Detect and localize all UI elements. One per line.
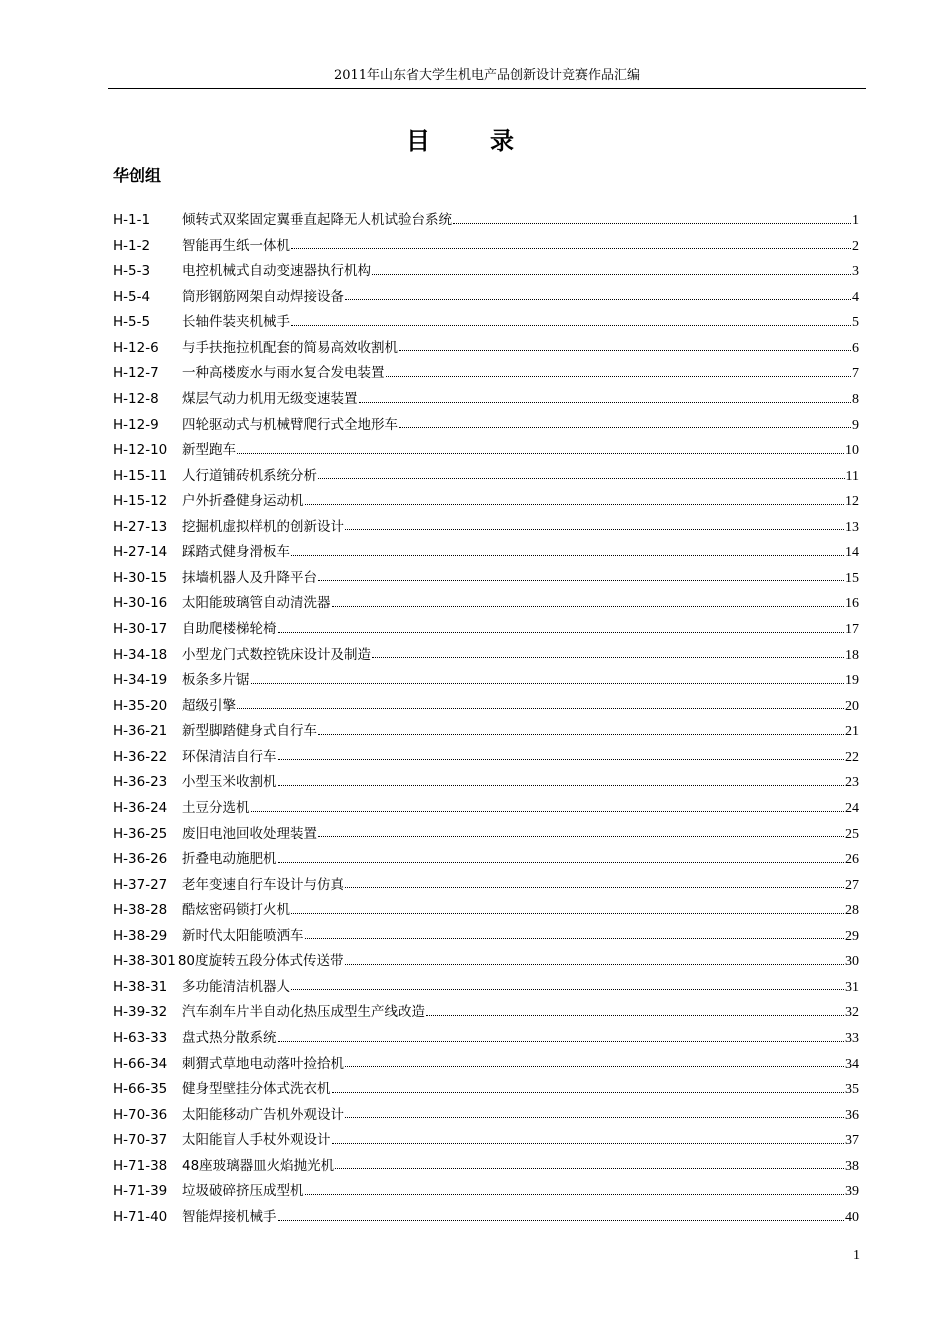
toc-entry-title: 老年变速自行车设计与仿真: [182, 876, 344, 893]
toc-entry-code: H-37-27: [113, 876, 168, 893]
toc-leader-dots: [386, 375, 852, 377]
toc-leader-dots: [335, 1167, 844, 1169]
toc-entry-page: 38: [845, 1158, 859, 1174]
toc-leader-dots: [345, 528, 844, 530]
toc-leader-dots: [278, 1219, 845, 1221]
toc-leader-dots: [345, 1065, 844, 1067]
toc-entry-code: H-5-5: [113, 314, 151, 331]
toc-entry-page: 28: [845, 903, 859, 919]
toc-leader-dots: [291, 988, 844, 990]
toc-entry-page: 30: [845, 954, 859, 970]
toc-leader-dots: [318, 477, 845, 479]
table-of-contents: [113, 208, 859, 1231]
toc-leader-dots: [332, 605, 845, 607]
toc-leader-dots: [332, 1142, 845, 1144]
section-heading: 华创组: [113, 166, 162, 185]
toc-entry-title: 超级引擎: [182, 697, 236, 714]
toc-entry-code: H-12-8: [113, 390, 159, 407]
toc-entry[interactable]: [113, 515, 859, 541]
toc-entry-title: 新时代太阳能喷洒车: [182, 927, 304, 944]
toc-leader-dots: [291, 324, 851, 326]
toc-entry-code: H-12-6: [113, 339, 159, 356]
toc-entry-page: 29: [845, 928, 859, 944]
toc-entry-title: 酷炫密码锁打火机: [182, 902, 290, 919]
toc-entry-title: 太阳能盲人手杖外观设计: [182, 1132, 331, 1149]
toc-entry-page: 33: [845, 1031, 859, 1046]
toc-entry-code: H-35-20: [113, 697, 168, 714]
toc-entry[interactable]: [113, 1128, 859, 1154]
toc-entry[interactable]: [113, 259, 859, 285]
toc-entry-title: 长轴件装夹机械手: [182, 314, 290, 331]
toc-entry[interactable]: [113, 1026, 859, 1052]
toc-entry-code: H-36-25: [113, 825, 168, 842]
toc-entry-code: H-12-10: [113, 442, 168, 459]
toc-entry-page: 16: [845, 596, 859, 612]
toc-entry[interactable]: [113, 310, 859, 336]
toc-entry-page: 5: [852, 315, 859, 331]
toc-leader-dots: [372, 656, 844, 658]
toc-entry-title: 电控机械式自动变速器执行机构: [182, 263, 371, 280]
toc-leader-dots: [453, 222, 851, 224]
toc-leader-dots: [305, 503, 845, 505]
toc-entry[interactable]: [113, 719, 859, 745]
toc-entry-page: 31: [845, 979, 859, 995]
toc-entry-page: 15: [845, 570, 859, 586]
toc-entry-title: 小型玉米收割机: [182, 774, 277, 791]
toc-entry-page: 6: [852, 340, 859, 356]
toc-entry-title: 智能再生纸一体机: [182, 237, 290, 254]
toc-entry-code: H-71-38: [113, 1157, 168, 1174]
toc-entry-code: H-36-21: [113, 723, 168, 740]
page-number: 1: [853, 1248, 860, 1263]
toc-entry-page: 35: [845, 1082, 859, 1098]
toc-entry[interactable]: [113, 694, 859, 720]
toc-entry-code: H-5-4: [113, 288, 151, 305]
toc-entry-page: 25: [845, 826, 859, 842]
toc-entry-title: 垃圾破碎挤压成型机: [182, 1183, 304, 1200]
toc-entry-page: 1: [852, 213, 859, 228]
toc-leader-dots: [278, 1040, 845, 1042]
toc-entry-code: H-30-15: [113, 569, 168, 586]
toc-entry-page: 21: [845, 724, 859, 740]
toc-entry-code: H-38-29: [113, 927, 168, 944]
toc-entry[interactable]: [113, 387, 859, 413]
toc-entry-code: H-71-40: [113, 1208, 168, 1225]
toc-entry-code: H-27-14: [113, 544, 168, 561]
toc-entry-title: 土豆分选机: [182, 799, 250, 816]
toc-entry-title: 与手扶拖拉机配套的简易高效收割机: [182, 339, 398, 356]
toc-leader-dots: [291, 247, 851, 249]
toc-entry-title: 折叠电动施肥机: [182, 851, 277, 868]
toc-entry-code: H-30-16: [113, 595, 168, 612]
toc-entry[interactable]: [113, 949, 859, 975]
toc-entry[interactable]: [113, 873, 859, 899]
toc-entry[interactable]: [113, 438, 859, 464]
toc-entry-title: 踩踏式健身滑板车: [182, 544, 290, 561]
toc-entry-title: 小型龙门式数控铣床设计及制造: [182, 646, 371, 663]
toc-entry[interactable]: [113, 208, 859, 234]
toc-entry[interactable]: [113, 489, 859, 515]
toc-entry[interactable]: [113, 668, 859, 694]
toc-entry[interactable]: [113, 285, 859, 311]
toc-entry-title: 80度旋转五段分体式传送带: [177, 953, 344, 970]
toc-entry-page: 19: [845, 673, 859, 689]
toc-entry-page: 26: [845, 852, 859, 868]
toc-entry-page: 18: [845, 647, 859, 663]
toc-entry-code: H-12-7: [113, 365, 159, 382]
toc-entry-code: H-66-34: [113, 1055, 168, 1072]
toc-entry[interactable]: [113, 745, 859, 771]
toc-entry-title: 抹墙机器人及升降平台: [182, 569, 317, 586]
toc-entry-page: 34: [845, 1056, 859, 1072]
toc-entry[interactable]: [113, 1154, 859, 1180]
toc-entry-title: 挖掘机虚拟样机的创新设计: [182, 518, 344, 535]
toc-entry[interactable]: [113, 336, 859, 362]
toc-entry-title: 汽车刹车片半自动化热压成型生产线改造: [182, 1004, 425, 1021]
toc-entry-title: 一种高楼废水与雨水复合发电装置: [182, 365, 385, 382]
toc-entry-title: 48座玻璃器皿火焰抛光机: [182, 1157, 335, 1174]
toc-entry-code: H-15-12: [113, 493, 168, 510]
toc-entry-title: 煤层气动力机用无级变速装置: [182, 390, 358, 407]
toc-entry-code: H-36-23: [113, 774, 168, 791]
toc-leader-dots: [372, 273, 851, 275]
toc-entry-title: 刺猬式草地电动落叶捡拾机: [182, 1055, 344, 1072]
toc-entry-title: 人行道铺砖机系统分析: [182, 467, 317, 484]
toc-entry-title: 太阳能移动广告机外观设计: [182, 1106, 344, 1123]
toc-entry-code: H-70-36: [113, 1106, 168, 1123]
header-divider: [108, 88, 866, 89]
toc-entry[interactable]: [113, 234, 859, 260]
toc-entry-page: 7: [852, 366, 859, 382]
toc-entry-code: H-27-13: [113, 518, 168, 535]
toc-leader-dots: [318, 733, 844, 735]
toc-entry-page: 14: [845, 545, 859, 561]
toc-entry[interactable]: [113, 847, 859, 873]
toc-entry[interactable]: [113, 617, 859, 643]
toc-entry-page: 36: [845, 1107, 859, 1123]
toc-entry-page: 9: [852, 417, 859, 433]
toc-entry-title: 户外折叠健身运动机: [182, 493, 304, 510]
toc-entry-page: 3: [852, 264, 859, 280]
toc-entry-title: 筒形钢筋网架自动焊接设备: [182, 288, 344, 305]
toc-leader-dots: [251, 682, 845, 684]
toc-entry-code: H-34-19: [113, 672, 168, 689]
toc-entry[interactable]: [113, 591, 859, 617]
toc-entry-page: 40: [845, 1209, 859, 1225]
toc-entry[interactable]: [113, 898, 859, 924]
toc-leader-dots: [305, 937, 845, 939]
toc-entry-page: 23: [845, 775, 859, 791]
toc-leader-dots: [399, 426, 851, 428]
toc-entry-title: 多功能清洁机器人: [182, 978, 290, 995]
toc-entry-page: 37: [845, 1133, 859, 1149]
toc-entry-title: 四轮驱动式与机械臂爬行式全地形车: [182, 416, 398, 433]
toc-entry[interactable]: [113, 413, 859, 439]
toc-leader-dots: [318, 579, 844, 581]
toc-entry[interactable]: [113, 924, 859, 950]
toc-entry-page: 24: [845, 800, 859, 816]
toc-entry-code: H-15-11: [113, 467, 168, 484]
toc-entry-page: 27: [845, 877, 859, 893]
toc-entry[interactable]: [113, 1052, 859, 1078]
toc-leader-dots: [332, 1091, 845, 1093]
toc-entry-code: H-63-33: [113, 1030, 168, 1046]
toc-entry-code: H-71-39: [113, 1183, 168, 1200]
toc-entry-title: 盘式热分散系统: [182, 1030, 277, 1046]
toc-entry-code: H-34-18: [113, 646, 168, 663]
toc-leader-dots: [345, 298, 851, 300]
toc-entry-code: H-36-24: [113, 799, 168, 816]
toc-entry-title: 倾转式双桨固定翼垂直起降无人机试验台系统: [182, 212, 452, 228]
toc-entry-code: H-38-31: [113, 978, 168, 995]
toc-entry[interactable]: [113, 566, 859, 592]
toc-entry[interactable]: [113, 796, 859, 822]
toc-entry-page: 4: [852, 289, 859, 305]
toc-entry-title: 板条多片锯: [182, 672, 250, 689]
toc-entry-page: 39: [845, 1184, 859, 1200]
toc-leader-dots: [345, 886, 844, 888]
toc-entry[interactable]: [113, 1103, 859, 1129]
toc-entry-code: H-36-26: [113, 851, 168, 868]
toc-leader-dots: [237, 707, 844, 709]
toc-entry-code: H-66-35: [113, 1081, 168, 1098]
toc-entry[interactable]: [113, 1000, 859, 1026]
toc-entry-page: 17: [845, 622, 859, 637]
page-title: 目录: [406, 127, 574, 155]
toc-entry-page: 22: [845, 749, 859, 765]
toc-entry-code: H-38-28: [113, 902, 168, 919]
toc-entry-title: 健身型壁挂分体式洗衣机: [182, 1081, 331, 1098]
toc-leader-dots: [345, 1116, 844, 1118]
toc-leader-dots: [278, 758, 845, 760]
toc-leader-dots: [278, 861, 845, 863]
toc-entry[interactable]: [113, 822, 859, 848]
toc-entry[interactable]: [113, 464, 859, 490]
toc-leader-dots: [291, 554, 844, 556]
toc-entry[interactable]: [113, 1179, 859, 1205]
toc-entry[interactable]: [113, 361, 859, 387]
toc-leader-dots: [345, 963, 844, 965]
toc-leader-dots: [399, 349, 851, 351]
toc-entry-title: 新型脚踏健身式自行车: [182, 723, 317, 740]
toc-entry-title: 环保清洁自行车: [182, 748, 277, 765]
toc-leader-dots: [359, 401, 852, 403]
toc-entry-page: 32: [845, 1005, 859, 1021]
toc-entry-page: 12: [845, 494, 859, 510]
toc-entry[interactable]: [113, 643, 859, 669]
toc-entry-code: H-30-17: [113, 621, 168, 637]
toc-entry-code: H-70-37: [113, 1132, 168, 1149]
toc-leader-dots: [278, 631, 845, 633]
toc-leader-dots: [318, 835, 844, 837]
running-header: 2011年山东省大学生机电产品创新设计竞赛作品汇编: [333, 68, 641, 83]
toc-entry-code: H-38-301: [113, 953, 176, 970]
toc-leader-dots: [291, 912, 844, 914]
toc-leader-dots: [426, 1014, 844, 1016]
toc-entry-page: 2: [852, 238, 859, 254]
toc-entry-code: H-36-22: [113, 748, 168, 765]
toc-entry-code: H-1-2: [113, 237, 151, 254]
toc-entry[interactable]: [113, 975, 859, 1001]
toc-leader-dots: [278, 784, 845, 786]
toc-entry[interactable]: [113, 1205, 859, 1231]
toc-entry-title: 废旧电池回收处理装置: [182, 825, 317, 842]
toc-leader-dots: [305, 1193, 845, 1195]
toc-entry-title: 太阳能玻璃管自动清洗器: [182, 595, 331, 612]
toc-entry-title: 自助爬楼梯轮椅: [182, 621, 277, 637]
toc-entry-page: 10: [845, 443, 859, 459]
toc-entry-code: H-39-32: [113, 1004, 168, 1021]
toc-entry-code: H-1-1: [113, 212, 151, 228]
toc-entry[interactable]: [113, 1077, 859, 1103]
toc-entry-code: H-5-3: [113, 263, 151, 280]
toc-leader-dots: [251, 810, 845, 812]
toc-entry-page: 8: [852, 391, 859, 407]
toc-entry-page: 13: [845, 519, 859, 535]
toc-entry-title: 智能焊接机械手: [182, 1208, 277, 1225]
toc-leader-dots: [237, 452, 844, 454]
toc-entry[interactable]: [113, 540, 859, 566]
toc-entry-page: 20: [845, 698, 859, 714]
toc-entry[interactable]: [113, 770, 859, 796]
toc-entry-title: 新型跑车: [182, 442, 236, 459]
toc-entry-code: H-12-9: [113, 416, 159, 433]
toc-entry-page: 11: [845, 468, 859, 484]
